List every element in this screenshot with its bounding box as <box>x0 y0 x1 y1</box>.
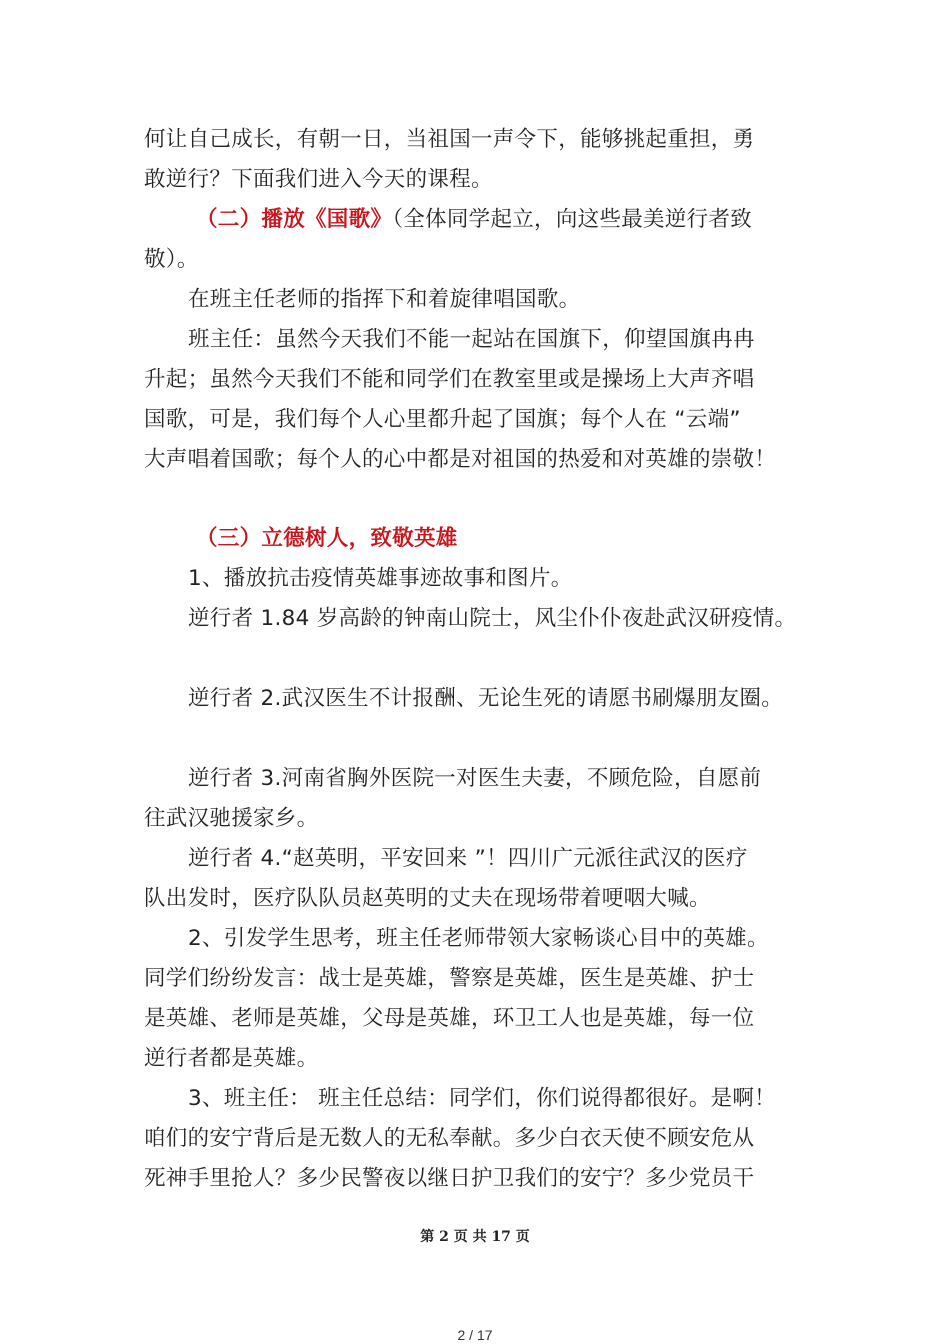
body-text-line: 敬）。 <box>144 247 199 272</box>
body-text-line: 逆行者 1.84 岁高龄的钟南山院士，风尘仆仆夜赴武汉研疫情。 <box>188 606 797 631</box>
body-text-line: 1、播放抗击疫情英雄事迹故事和图片。 <box>188 566 573 591</box>
body-text-line: 升起；虽然今天我们不能和同学们在教室里或是操场上大声齐唱 <box>144 367 755 392</box>
body-text-line: 队出发时，医疗队队员赵英明的丈夫在现场带着哽咽大喊。 <box>144 886 711 911</box>
body-text-line: 逆行者 3.河南省胸外医院一对医生夫妻，不顾危险，自愿前 <box>188 766 762 791</box>
body-text-line: 2、引发学生思考，班主任老师带领大家畅谈心目中的英雄。 <box>188 926 769 951</box>
body-text-line: 死神手里抢人？多少民警夜以继日护卫我们的安宁？多少党员干 <box>144 1166 755 1191</box>
body-text-line: 逆行者 2.武汉医生不计报酬、无论生死的请愿书刷爆朋友圈。 <box>188 686 784 711</box>
section-heading-2: （二）播放《国歌》 <box>196 207 393 232</box>
body-text-line: 往武汉驰援家乡。 <box>144 806 319 831</box>
body-text-line: 逆行者都是英雄。 <box>144 1046 319 1071</box>
body-text-line: 在班主任老师的指挥下和着旋律唱国歌。 <box>188 287 581 312</box>
body-text-line: 逆行者 4.“赵英明，平安回来 ”！四川广元派往武汉的医疗 <box>188 846 748 871</box>
section-heading-line <box>196 200 896 240</box>
page-footer: 第 2 页 共 17 页 <box>420 1229 530 1245</box>
body-text-line: 班主任：虽然今天我们不能一起站在国旗下，仰望国旗冉冉 <box>188 327 755 352</box>
body-text-line: 是英雄、老师是英雄，父母是英雄，环卫工人也是英雄，每一位 <box>144 1006 755 1031</box>
body-text-line: 何让自己成长，有朝一日，当祖国一声令下，能够挑起重担，勇 <box>144 127 755 152</box>
body-text-line: 3、班主任： 班主任总结：同学们，你们说得都很好。是啊！ <box>188 1086 776 1111</box>
body-text-line: 同学们纷纷发言：战士是英雄，警察是英雄，医生是英雄、护士 <box>144 966 755 991</box>
body-text-line: 敢逆行？下面我们进入今天的课程。 <box>144 167 493 192</box>
body-text: （全体同学起立，向这些最美逆行者致 <box>392 207 753 232</box>
body-text-line: 咱们的安宁背后是无数人的无私奉献。多少白衣天使不顾安危从 <box>144 1126 755 1151</box>
section-heading-3: （三）立德树人，致敬英雄 <box>196 526 458 551</box>
body-text-line: 大声唱着国歌；每个人的心中都是对祖国的热爱和对英雄的崇敬！ <box>144 447 777 472</box>
body-text-line: 国歌，可是，我们每个人心里都升起了国旗；每个人在 “云端” <box>144 407 741 432</box>
page-indicator: 2 / 17 <box>457 1327 493 1343</box>
